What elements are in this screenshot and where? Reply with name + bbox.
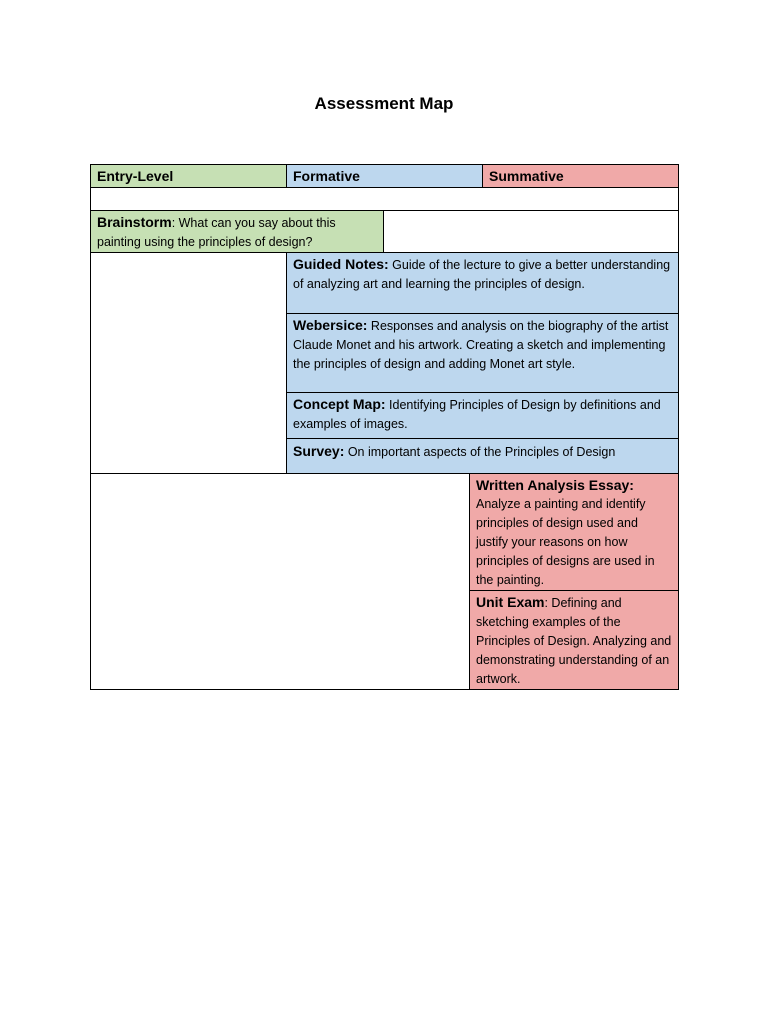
unit-exam-label: Unit Exam [476, 594, 545, 610]
summative-block-empty-cell [90, 473, 470, 690]
written-analysis-essay-text: Analyze a painting and identify principles of design used and justify your reasons on how principles of designs are used in the painting. [476, 497, 655, 587]
assessment-map-table [90, 164, 679, 690]
webersice-label: Webersice: [293, 317, 368, 333]
unit-exam-cell [469, 590, 679, 690]
formative-block-empty-cell [90, 252, 287, 474]
survey-label: Survey: [293, 443, 345, 459]
guided-notes-text: Guide of the lecture to give a better understanding of analyzing art and learning the principles of design. [293, 258, 671, 291]
brainstorm-empty-cell [383, 210, 679, 253]
guided-notes-cell [286, 252, 679, 314]
concept-map-cell [286, 392, 679, 439]
written-analysis-essay-cell [469, 473, 679, 591]
survey-cell [286, 438, 679, 474]
webersice-cell [286, 313, 679, 393]
page-title: Assessment Map [314, 94, 454, 113]
formative-header: Formative [286, 164, 483, 188]
empty-row [90, 187, 679, 211]
guided-notes-label: Guided Notes: [293, 256, 389, 272]
survey-text: On important aspects of the Principles of Design [344, 445, 616, 459]
webersice-text: Responses and analysis on the biography of the artist Claude Monet and his artwork. Creating a sketch and implementing the principles of design and adding Monet art style. [293, 319, 669, 371]
brainstorm-label: Brainstorm [97, 214, 172, 230]
written-analysis-essay-label: Written Analysis Essay: [476, 477, 634, 493]
brainstorm-text: : What can you say about this painting using the principles of design? [97, 216, 336, 249]
concept-map-label: Concept Map: [293, 396, 386, 412]
entry-level-header: Entry-Level [90, 164, 287, 188]
unit-exam-text: : Defining and sketching examples of the Principles of Design. Analyzing and demonstrating understanding of an artwork. [476, 596, 672, 686]
concept-map-text: Identifying Principles of Design by definitions and examples of images. [293, 398, 661, 431]
summative-header: Summative [482, 164, 679, 188]
brainstorm-cell [90, 210, 384, 253]
